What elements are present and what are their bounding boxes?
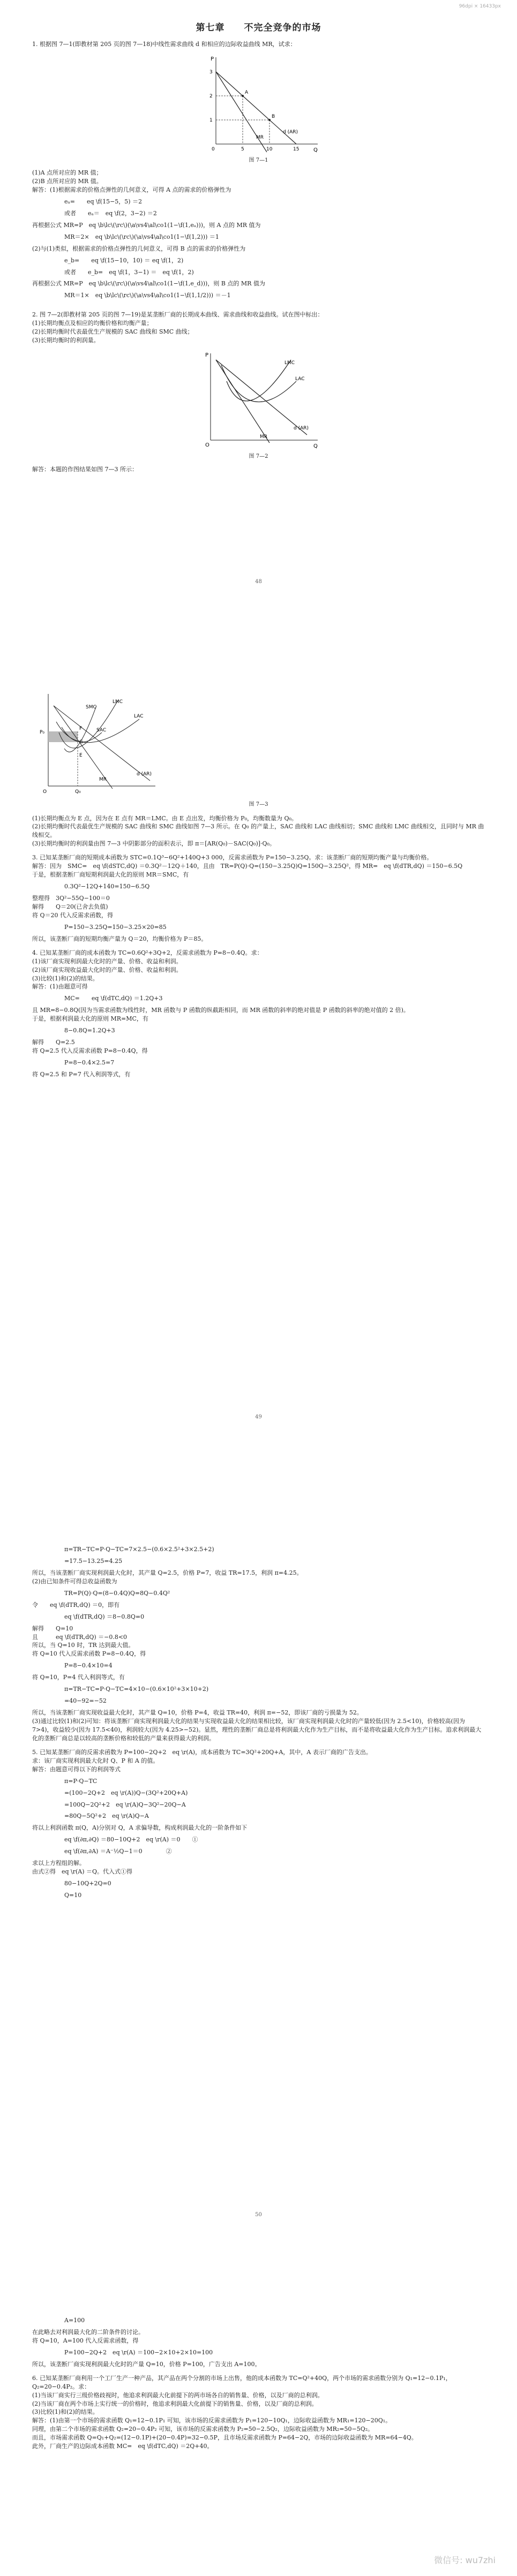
p-label: P bbox=[205, 352, 208, 359]
q3-l5: 解得 Q＝20(已舍去负值) bbox=[32, 903, 108, 910]
q4b-b1: π=TR−TC=P·Q−TC=7×2.5−(0.6×2.5²+3×2.5+2) bbox=[64, 1546, 214, 1553]
q1-sub1: (1)A 点所对应的 MR 值； bbox=[32, 169, 102, 177]
q6-a1: 解答：(1)由第一个市场的需求函数 Q₁=12−0.1P₁ 可知，该市场的反需求函数为 P₁=120−10Q₁，边际收益函数为 MR₁=120−20Q₁。 bbox=[32, 2417, 392, 2424]
page-3 bbox=[0, 1542, 517, 1903]
figure-7-1-svg bbox=[194, 53, 323, 155]
q5-a4: =100Q−2Q²+2 eq \r(A)Q−3Q²−20Q−A bbox=[64, 1801, 186, 1808]
q6-a3: 而且，市场需求函数 Q=Q₁+Q₂=(12−0.1P)+(20−0.4P)=32−0.5P，且市场反需求函数为 P=64−2Q，市场的边际收益函数为 MR=64−4Q。 bbox=[32, 2434, 417, 2442]
page-number-50: 50 bbox=[255, 2212, 262, 2218]
mr-curve bbox=[54, 706, 113, 789]
q2-answer-3: (3)长期均衡时的利润量由图 7—3 中阴影部分的面积表示，即 π＝[AR(Q₀)－SAC(Q₀)]·Q₀。 bbox=[32, 840, 275, 848]
q3-l1: 解答：因为 SMC= eq \f(dSTC,dQ) ＝0.3Q²－12Q＋140，且由 TR=P(Q)·Q=(150−3.25Q)Q=150Q−3.25Q²，得 MR= eq \f(dTR,dQ) ＝150−6.5Q bbox=[32, 863, 463, 870]
q1-f4: MR＝2× eq \b\lc\(\rc\)(\a\vs4\al\co1(1−\f(1,2))) ＝1 bbox=[64, 233, 219, 240]
q4-stem: 4. 已知某垄断厂商的成本函数为 TC=0.6Q²+3Q+2，反需求函数为 P=8−0.4Q。求： bbox=[32, 949, 263, 956]
point-a-label: A bbox=[244, 89, 248, 95]
q2-answer-2: (2)长期均衡时代表最优生产规模的 SAC 曲线和 SMC 曲线如图 7—3 所示。在 Q₀ 的产量上，SAC 曲线和 LAC 曲线相切；SMC 曲线和 LMC 曲线相交，且同时与 MR 曲线相交。 bbox=[32, 823, 484, 839]
page-2 bbox=[0, 685, 517, 1079]
g-label: G bbox=[79, 739, 83, 745]
q4b-b14: π=TR−TC=P·Q−TC=4×10−(0.6×10²+3×10+2) bbox=[64, 1686, 209, 1693]
q4-a5: 8−0.8Q=1.2Q+3 bbox=[64, 1027, 115, 1034]
point-b bbox=[268, 119, 271, 121]
q4b-b10: 所以，当 Q=10 时，TR 达到最大值。 bbox=[32, 1642, 134, 1649]
q4b-b11: 将 Q=10 代入反需求函数 P=8−0.4Q，得 bbox=[32, 1650, 146, 1658]
q3-l2: 于是，根据垄断厂商短期利润最大化的原则 MR＝SMC，有 bbox=[32, 871, 189, 879]
q4b-b6: 令 eq \f(dTR,dQ) ＝0，即有 bbox=[32, 1601, 120, 1608]
q4b-b16: 所以，当该垄断厂商实现收益最大化时，其产量 Q=10，价格 P=4，收益 TR=40，利润 π=−52，即该厂商的亏损量为 52。 bbox=[32, 1709, 363, 1717]
q2-answer-1: (1)长期均衡点为 E 点，因为在 E 点有 MR＝LMC。由 E 点出发，均衡价格为 P₀，均衡数量为 Q₀。 bbox=[32, 814, 297, 822]
figure-7-2-caption: 图 7—2 bbox=[249, 454, 268, 460]
q6-a2: 同理，由第二个市场的需求函数 Q₂=20−0.4P₂ 可知，该市场的反需求函数为 P₂=50−2.5Q₂，边际收益函数为 MR₂=50−5Q₂。 bbox=[32, 2426, 374, 2433]
ytick-2: 2 bbox=[209, 93, 213, 99]
figure-7-2-svg bbox=[194, 349, 323, 451]
page-4 bbox=[0, 2313, 517, 2451]
ytick-1: 1 bbox=[209, 117, 213, 123]
d-label: d (AR) bbox=[137, 772, 152, 777]
q5b-c5: 所以，该垄断厂商实现利润最大化时的产量 Q=10，价格 P=100，广告支出 A=100。 bbox=[32, 2360, 261, 2368]
ytick-3: 3 bbox=[209, 69, 213, 75]
top-watermark: 96dpi × 16433px bbox=[459, 4, 501, 9]
q4b-b12: P=8−0.4×10=4 bbox=[64, 1662, 113, 1670]
q2-answer: 解答：本题的作图结果如图 7—3 所示： bbox=[32, 465, 138, 473]
q4b-b8: 解得 Q=10 bbox=[32, 1625, 73, 1632]
sac-label: SAC bbox=[96, 728, 107, 733]
q6-s2: (2)当该厂商在两个市场上实行统一的价格时，他追求利润最大化前提下的销售量、价格，以及厂商的总利润。 bbox=[32, 2400, 318, 2407]
q5-a2: π=P·Q−TC bbox=[64, 1777, 98, 1785]
q1-sub2: (2)B 点所对应的 MR 值。 bbox=[32, 178, 102, 185]
o-label: O bbox=[205, 442, 209, 449]
page-number-49: 49 bbox=[255, 1414, 262, 1420]
q1-stem: 1. 根据图 7—1(即教材第 205 页的图 7—18)中线性需求曲线 d 和相应的边际收益曲线 MR，试求： bbox=[32, 40, 296, 48]
q4b-b4: (2)由已知条件可得总收益函数为 bbox=[32, 1577, 117, 1585]
q1-f1: eₐ= eq \f(15−5，5) ＝2 bbox=[64, 198, 143, 205]
q-label: Q bbox=[313, 443, 318, 450]
d-label: d (AR) bbox=[293, 426, 309, 432]
q4b-b3: 所以，当该垄断厂商实现利润最大化时，其产量 Q=2.5，价格 P=7，收益 TR=17.5，利润 π=4.25。 bbox=[32, 1569, 303, 1576]
q5-a8: eq \f(∂π,∂A) ＝A⁻½Q−1＝0 ② bbox=[64, 1848, 172, 1855]
q1-f6: e_b= eq \f(15−10，10) ＝ eq \f(1，2) bbox=[64, 256, 184, 264]
q5-a7: eq \f(∂π,∂Q) ＝80−10Q+2 eq \r(A) ＝0 ① bbox=[64, 1836, 198, 1844]
q4-a9: 将 Q=2.5 和 P=7 代入利润等式，有 bbox=[32, 1070, 131, 1078]
q1-f7: 或者 e_b= eq \f(1，3−1) ＝ eq \f(1，2) bbox=[64, 268, 194, 276]
q4b-b2: =17.5−13.25=4.25 bbox=[64, 1557, 123, 1565]
mr-curve bbox=[216, 360, 269, 443]
lmc-label: LMC bbox=[113, 699, 123, 705]
q5-a3: =(100−2Q+2 eq \r(A))Q−(3Q²+20Q+A) bbox=[64, 1789, 188, 1796]
q5-a11: 80−10Q+2Q=0 bbox=[64, 1880, 111, 1887]
page-1 bbox=[0, 21, 517, 474]
q1-f2: 或者 eₐ＝ eq \f(2，3−2) ＝2 bbox=[64, 209, 157, 217]
xtick-0: 0 bbox=[211, 146, 215, 152]
axis-p-label: P bbox=[210, 56, 214, 62]
q4b-b7: eq \f(dTR,dQ) ＝8−0.8Q=0 bbox=[64, 1613, 145, 1620]
q3-l8: 所以，该垄断厂商的短期均衡产量为 Q＝20，均衡价格为 P＝85。 bbox=[32, 935, 207, 942]
figure-7-3 bbox=[0, 690, 517, 797]
q4b-b15: =40−92=−52 bbox=[64, 1697, 107, 1705]
wechat-watermark: 微信号: wu7zhi bbox=[434, 2555, 496, 2565]
point-b-label: B bbox=[271, 114, 275, 119]
q4b-b13: 将 Q=10，P=4 代入利润等式，有 bbox=[32, 1674, 125, 1681]
q3-l7: P=150−3.25Q=150−3.25×20=85 bbox=[64, 923, 167, 931]
q6-s3: (3)比较(1)和(2)的结果。 bbox=[32, 2408, 99, 2416]
figure-7-2 bbox=[0, 349, 517, 461]
q3-stem: 3. 已知某垄断厂商的短期成本函数为 STC=0.1Q³−6Q²+140Q+3 000，反需求函数为 P=150−3.25Q。求：该垄断厂商的短期均衡产量与均衡价格。 bbox=[32, 854, 433, 862]
q4-sub1: (1)该厂商实现利润最大化时的产量、价格、收益和利润。 bbox=[32, 957, 182, 965]
q4-a8: P=8−0.4×2.5=7 bbox=[64, 1059, 115, 1066]
q5-stem2: 求：该厂商实现利润最大化时 Q、P 和 A 的值。 bbox=[32, 1757, 159, 1764]
q2-stem: 2. 图 7—2(即教材第 205 页的图 7—19)是某垄断厂商的长期成本曲线、需求曲线和收益曲线。试在图中标出： bbox=[32, 311, 324, 319]
q3-l4: 整理得 3Q²−55Q−100＝0 bbox=[32, 895, 110, 902]
mr-label: MR bbox=[259, 434, 267, 440]
lac-label: LAC bbox=[295, 376, 305, 382]
q2-sub3: (3)长期均衡时的利润量。 bbox=[32, 337, 100, 344]
q4-a1: 解答：(1)由题意可得 bbox=[32, 983, 88, 991]
q4b-b17: (3)通过比较(1)和(2)可知：将该垄断厂商实现利润最大化的结果与实现收益最大化的结果相比较，该厂商实现利润最大化时的产量较低(因为 2.5<10)，价格较高(因为 7>4)，收益较少(因为 17.5<40)，利润较大(因为 4.25>−52)。显然，理性的垄断厂商总是将利润最大化作为生产目标，而不是将收益最大化作为生产目标。追求利润最大化的垄断厂商总是以较高的垄断价格和较低的产量来获得最大的利润。 bbox=[32, 1718, 482, 1742]
q0-label: Q₀ bbox=[75, 789, 81, 795]
q5-a6: 将以上利润函数 π(Q，A)分别对 Q，A 求偏导数，构成利润最大化的一阶条件如下 bbox=[32, 1824, 248, 1832]
q5-a1: 解答：由题意可得以下的利润等式 bbox=[32, 1765, 121, 1773]
mr-label: MR bbox=[99, 777, 107, 782]
q4b-b5: TR=P(Q)·Q=(8−0.4Q)Q=8Q−0.4Q² bbox=[64, 1589, 170, 1597]
axis-q-label: Q bbox=[313, 147, 318, 153]
xtick-15: 15 bbox=[293, 146, 299, 152]
e-label: E bbox=[79, 753, 83, 758]
q4-sub3: (3)比较(1)和(2)的结果。 bbox=[32, 975, 99, 982]
q5b-c1: A=100 bbox=[64, 2317, 85, 2324]
f-label: F bbox=[79, 726, 83, 731]
q1-f8: 再根据公式 MR=P eq \b\lc\(\rc\)(\a\vs4\al\co1(1−\f(1,e_d)))，则 B 点的 MR 值为 bbox=[32, 280, 265, 288]
q4-sub2: (2)该厂商实现收益最大化时的产量、价格、收益和利润。 bbox=[32, 966, 182, 973]
q5b-c4: P=100−2Q+2 eq \r(A) ＝100−2×10+2×10=100 bbox=[64, 2348, 213, 2356]
q4-a7: 将 Q=2.5 代入反需求函数 P=8−0.4Q，得 bbox=[32, 1047, 148, 1055]
q5b-c3: 将 Q=10，A=100 代入反需求函数，得 bbox=[32, 2337, 139, 2344]
o-label: O bbox=[43, 789, 47, 795]
figure-7-3-caption: 图 7—3 bbox=[249, 802, 268, 807]
q3-l6: 将 Q＝20 代入反需求函数，得 bbox=[32, 911, 114, 919]
q6-a4: 此外，厂商生产的边际成本函数 MC= eq \f(dTC,dQ) ＝2Q+40。 bbox=[32, 2443, 213, 2450]
q5-a10: 由式②得 eq \r(A) ＝Q。代入式①得 bbox=[32, 1868, 133, 1876]
lac-label: LAC bbox=[134, 714, 144, 719]
q4-a3: 且 MR=8−0.8Q(因为当需求函数为线性时，MR 函数与 P 函数的纵截距相同，而 MR 函数的斜率的绝对值是 P 函数的斜率的绝对值的 2 倍)。 bbox=[32, 1007, 409, 1014]
lmc-label: LMC bbox=[284, 360, 295, 366]
demand-curve bbox=[216, 360, 307, 435]
xtick-10: 10 bbox=[266, 146, 272, 152]
q1-f9: MR＝1× eq \b\lc\(\rc\)(\a\vs4\al\co1(1−\f(1,1/2))) ＝－1 bbox=[64, 292, 231, 299]
q4-a2: MC= eq \f(dTC,dQ) ＝1.2Q+3 bbox=[64, 995, 163, 1002]
q6-stem: 6. 已知某垄断厂商利用一个工厂生产一种产品，其产品在两个分割的市场上出售，他的成本函数为 TC=Q²+40Q，两个市场的需求函数分别为 Q₁=12−0.1P₁，Q₂=20−0.4P₂。求： bbox=[32, 2374, 452, 2390]
q5-a12: Q=10 bbox=[64, 1892, 82, 1899]
q4b-b9: 且 eq \f(dTR,dQ) ＝−0.8<0 bbox=[32, 1633, 128, 1641]
figure-7-1 bbox=[0, 53, 517, 165]
q5-stem: 5. 已知某垄断厂商的反需求函数为 P=100−2Q+2 eq \r(A)，成本函数为 TC=3Q²+20Q+A，其中，A 表示厂商的广告支出。 bbox=[32, 1748, 372, 1756]
q5-a9: 求以上方程组的解。 bbox=[32, 1860, 85, 1867]
chapter-title: 第七章 不完全竞争的市场 bbox=[196, 22, 321, 33]
figure-7-3-svg bbox=[32, 690, 161, 797]
page-number-48: 48 bbox=[255, 579, 262, 585]
point-a bbox=[242, 95, 244, 97]
mr-label: MR bbox=[256, 134, 264, 140]
q6-s1: (1)当该厂商实行三级价格歧视时，他追求利润最大化前提下的两市场各自的销售量、价格，以及厂商的总利润。 bbox=[32, 2391, 324, 2399]
q5b-c2: 在此略去对利润最大化的二阶条件的讨论。 bbox=[32, 2328, 144, 2336]
q2-sub2: (2)长期均衡时代表最优生产规模的 SAC 曲线和 SMC 曲线； bbox=[32, 328, 193, 336]
smc-label: SMC bbox=[86, 705, 96, 710]
p0-label: P₀ bbox=[40, 730, 45, 735]
q5-a5: =80Q−5Q²+2 eq \r(A)Q−A bbox=[64, 1812, 149, 1820]
figure-7-1-caption: 图 7—1 bbox=[249, 157, 268, 163]
q4-a4: 于是，根据利润最大化的原则 MR=MC，有 bbox=[32, 1015, 148, 1023]
q1-f5: (2)与(1)类似，根据需求的价格点弹性的几何意义，可得 B 点的需求的价格弹性为 bbox=[32, 245, 246, 252]
q1-f3: 再根据公式 MR=P eq \b\lc\(\rc\)(\a\vs4\al\co1(1−\f(1,eₐ)))，则 A 点的 MR 值为 bbox=[32, 221, 261, 229]
q1-answer-intro: 解答：(1)根据需求的价格点弹性的几何意义，可得 A 点的需求的价格弹性为 bbox=[32, 186, 231, 193]
q4-a6: 解得 Q=2.5 bbox=[32, 1039, 75, 1046]
d-label: d (AR) bbox=[282, 129, 298, 135]
xtick-5: 5 bbox=[241, 146, 244, 152]
q2-sub1: (1)长期均衡点及相应的均衡价格和均衡产量； bbox=[32, 320, 153, 327]
q3-l3: 0.3Q²−12Q+140=150−6.5Q bbox=[64, 883, 150, 890]
